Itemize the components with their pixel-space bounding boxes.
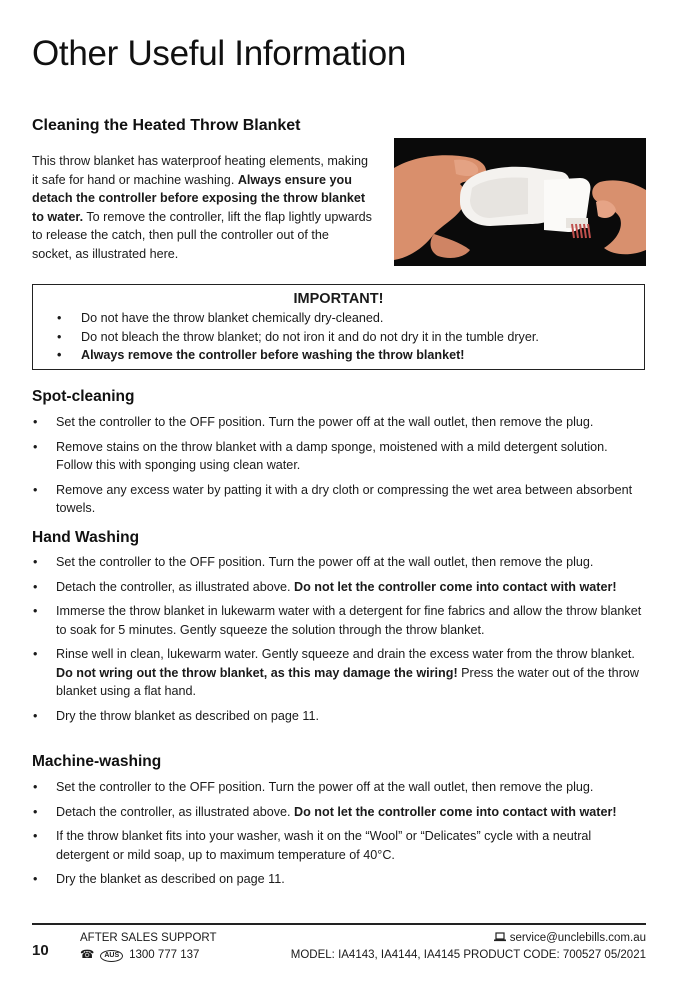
- page-number: 10: [32, 942, 49, 959]
- list-item: • Detach the controller, as illustrated above. Do not let the controller come into contact with water!: [32, 803, 647, 822]
- page-title: Other Useful Information: [32, 34, 407, 73]
- model-product-code: MODEL: IA4143, IA4144, IA4145 PRODUCT CODE: 700527 05/2021: [290, 949, 646, 961]
- support-label: AFTER SALES SUPPORT: [80, 932, 217, 944]
- phone-row: [80, 947, 217, 964]
- list-item: • Set the controller to the OFF position. Turn the power off at the wall outlet, then remove the plug.: [32, 553, 647, 572]
- list-item: • Detach the controller, as illustrated above. Do not let the controller come into contact with water!: [32, 578, 647, 597]
- hand-washing-heading: Hand Washing: [32, 529, 140, 546]
- spot-cleaning-heading: Spot-cleaning: [32, 388, 135, 405]
- important-notice-box: [32, 284, 645, 370]
- important-title: IMPORTANT!: [293, 291, 384, 307]
- footer-contact: [291, 930, 646, 964]
- phone-number[interactable]: 1300 777 137: [129, 949, 200, 961]
- list-item: • Remove stains on the throw blanket with a damp sponge, moistened with a mild detergent solution. Follow this with sponging using clean water.: [32, 438, 647, 475]
- controller-removal-photo: [394, 138, 646, 266]
- cleaning-intro: This throw blanket has waterproof heating elements, making it safe for hand or machine washing. Always ensure you detach the controller before exposing the throw blanket to water. To remove the controller, lift the flap lightly upwards to release the catch, then pull the controller out of the socket, as illustrated here.: [32, 154, 372, 261]
- list-item: • Immerse the throw blanket in lukewarm water with a detergent for fine fabrics and allow the throw blanket to soak for 5 minutes. Gently squeeze the solution through the throw blanket.: [32, 602, 647, 639]
- hand-washing-list: [32, 553, 647, 731]
- important-item: • Always remove the controller before washing the throw blanket!: [33, 346, 644, 365]
- support-email[interactable]: service@unclebills.com.au: [509, 932, 646, 944]
- cleaning-section-title: Cleaning the Heated Throw Blanket: [32, 117, 301, 134]
- spot-cleaning-list: [32, 413, 647, 524]
- list-item: • Set the controller to the OFF position. Turn the power off at the wall outlet, then remove the plug.: [32, 413, 647, 432]
- after-sales-support: [80, 930, 217, 964]
- important-item: • Do not have the throw blanket chemically dry-cleaned.: [33, 309, 644, 328]
- machine-washing-heading: Machine-washing: [32, 753, 162, 770]
- important-item: • Do not bleach the throw blanket; do not iron it and do not dry it in the tumble dryer.: [33, 328, 644, 347]
- list-item: • Dry the throw blanket as described on page 11.: [32, 707, 647, 726]
- list-item: • Rinse well in clean, lukewarm water. Gently squeeze and drain the excess water from the throw blanket. Do not wring out the throw blanket, as this may damage the wiring! Press the water out of the throw blanket using a flat hand.: [32, 645, 647, 701]
- list-item: • Remove any excess water by patting it with a dry cloth or compressing the wet area between absorbent towels.: [32, 481, 647, 518]
- important-list: [33, 309, 644, 365]
- laptop-icon: [494, 932, 506, 942]
- telephone-icon: ☎: [80, 949, 95, 961]
- list-item: • Set the controller to the OFF position. Turn the power off at the wall outlet, then remove the plug.: [32, 778, 647, 797]
- list-item: • If the throw blanket fits into your washer, wash it on the “Wool” or “Delicates” cycle with a neutral detergent or mild soap, up to maximum temperature of 40°C.: [32, 827, 647, 864]
- email-row: [291, 930, 646, 947]
- list-item: • Dry the blanket as described on page 11.: [32, 870, 647, 889]
- aus-badge: AUS: [100, 950, 123, 962]
- machine-washing-list: [32, 778, 647, 895]
- hands-detaching-controller-illustration: [394, 138, 646, 266]
- footer-divider: [32, 923, 646, 925]
